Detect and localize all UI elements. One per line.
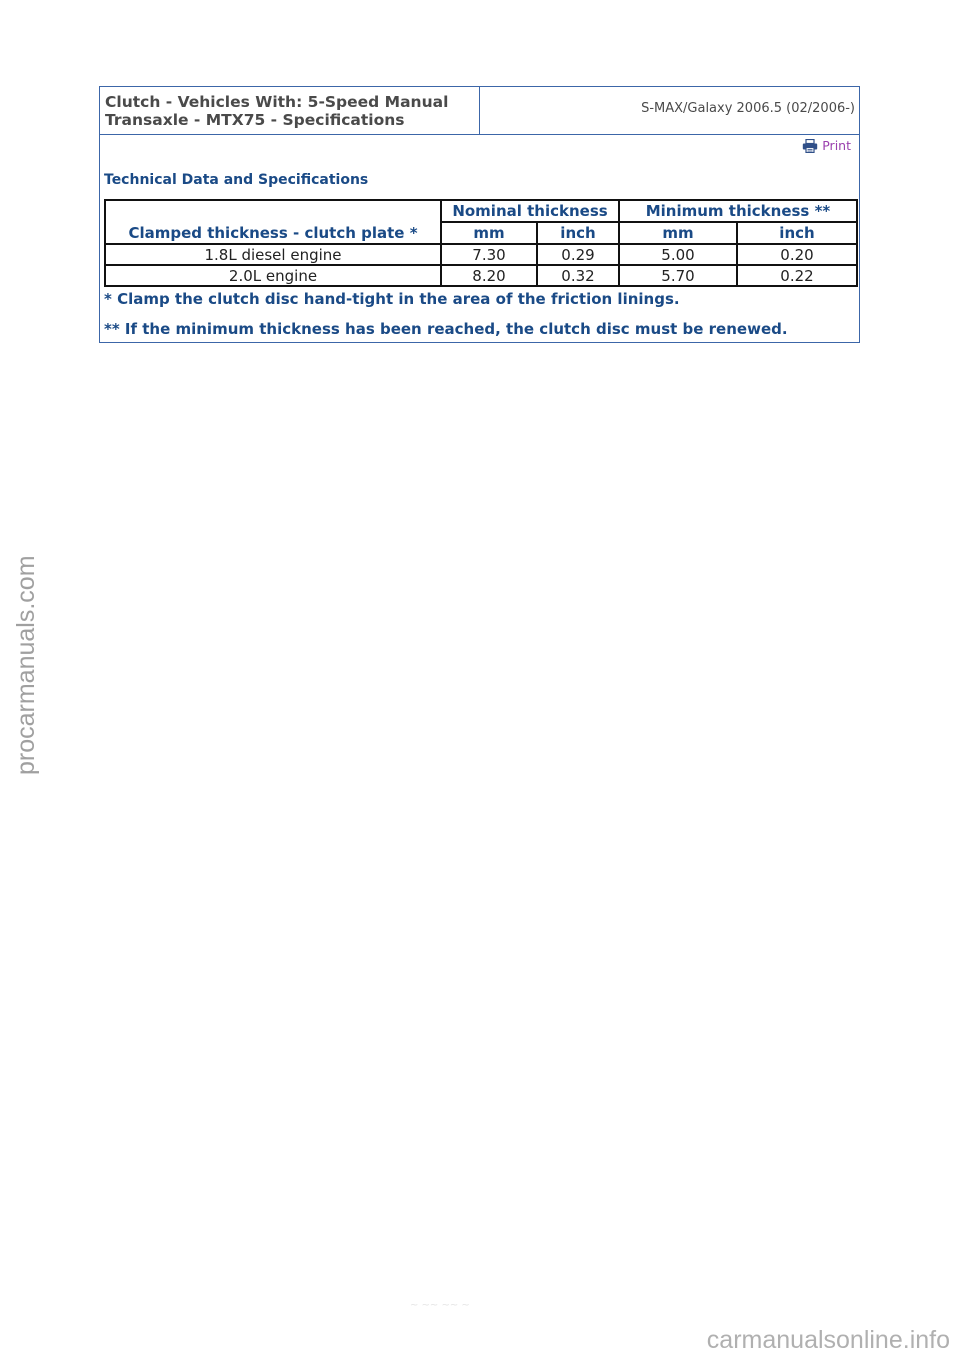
group-header-nominal: Nominal thickness bbox=[441, 200, 619, 222]
value-cell: 7.30 bbox=[441, 244, 537, 265]
table-row bbox=[105, 244, 857, 265]
print-link[interactable] bbox=[802, 138, 851, 153]
engine-label: 1.8L diesel engine bbox=[105, 244, 441, 265]
value-cell: 5.00 bbox=[619, 244, 737, 265]
header-bar bbox=[100, 87, 859, 135]
page-title-line-2: Transaxle - MTX75 - Specifications bbox=[105, 111, 405, 129]
printer-icon bbox=[802, 139, 818, 153]
side-watermark: procarmanuals.com bbox=[12, 555, 40, 775]
unit-header: inch bbox=[537, 222, 619, 244]
value-cell: 0.22 bbox=[737, 265, 857, 286]
page-title bbox=[100, 87, 480, 134]
table-row bbox=[105, 265, 857, 286]
specifications-panel bbox=[99, 86, 860, 343]
row-header: Clamped thickness - clutch plate * bbox=[105, 200, 441, 244]
unit-header: inch bbox=[737, 222, 857, 244]
value-cell: 0.32 bbox=[537, 265, 619, 286]
footnote-clamp: * Clamp the clutch disc hand-tight in the area of the friction linings. bbox=[104, 290, 680, 308]
unit-header: mm bbox=[441, 222, 537, 244]
bottom-watermark: carmanualsonline.info bbox=[706, 1326, 950, 1354]
value-cell: 0.29 bbox=[537, 244, 619, 265]
value-cell: 0.20 bbox=[737, 244, 857, 265]
table-header-row bbox=[105, 200, 857, 222]
value-cell: 8.20 bbox=[441, 265, 537, 286]
print-label[interactable]: Print bbox=[822, 138, 851, 153]
group-header-minimum: Minimum thickness ** bbox=[619, 200, 857, 222]
vehicle-model: S-MAX/Galaxy 2006.5 (02/2006-) bbox=[641, 101, 855, 116]
page-title-line-1: Clutch - Vehicles With: 5-Speed Manual bbox=[105, 93, 449, 111]
section-title: Technical Data and Specifications bbox=[104, 172, 369, 188]
faint-page-mark: ~ ~~ ~~ ~ bbox=[410, 1300, 470, 1311]
footnote-minimum: ** If the minimum thickness has been reached, the clutch disc must be renewed. bbox=[104, 320, 788, 338]
unit-header: mm bbox=[619, 222, 737, 244]
clutch-spec-table bbox=[104, 199, 858, 287]
value-cell: 5.70 bbox=[619, 265, 737, 286]
engine-label: 2.0L engine bbox=[105, 265, 441, 286]
